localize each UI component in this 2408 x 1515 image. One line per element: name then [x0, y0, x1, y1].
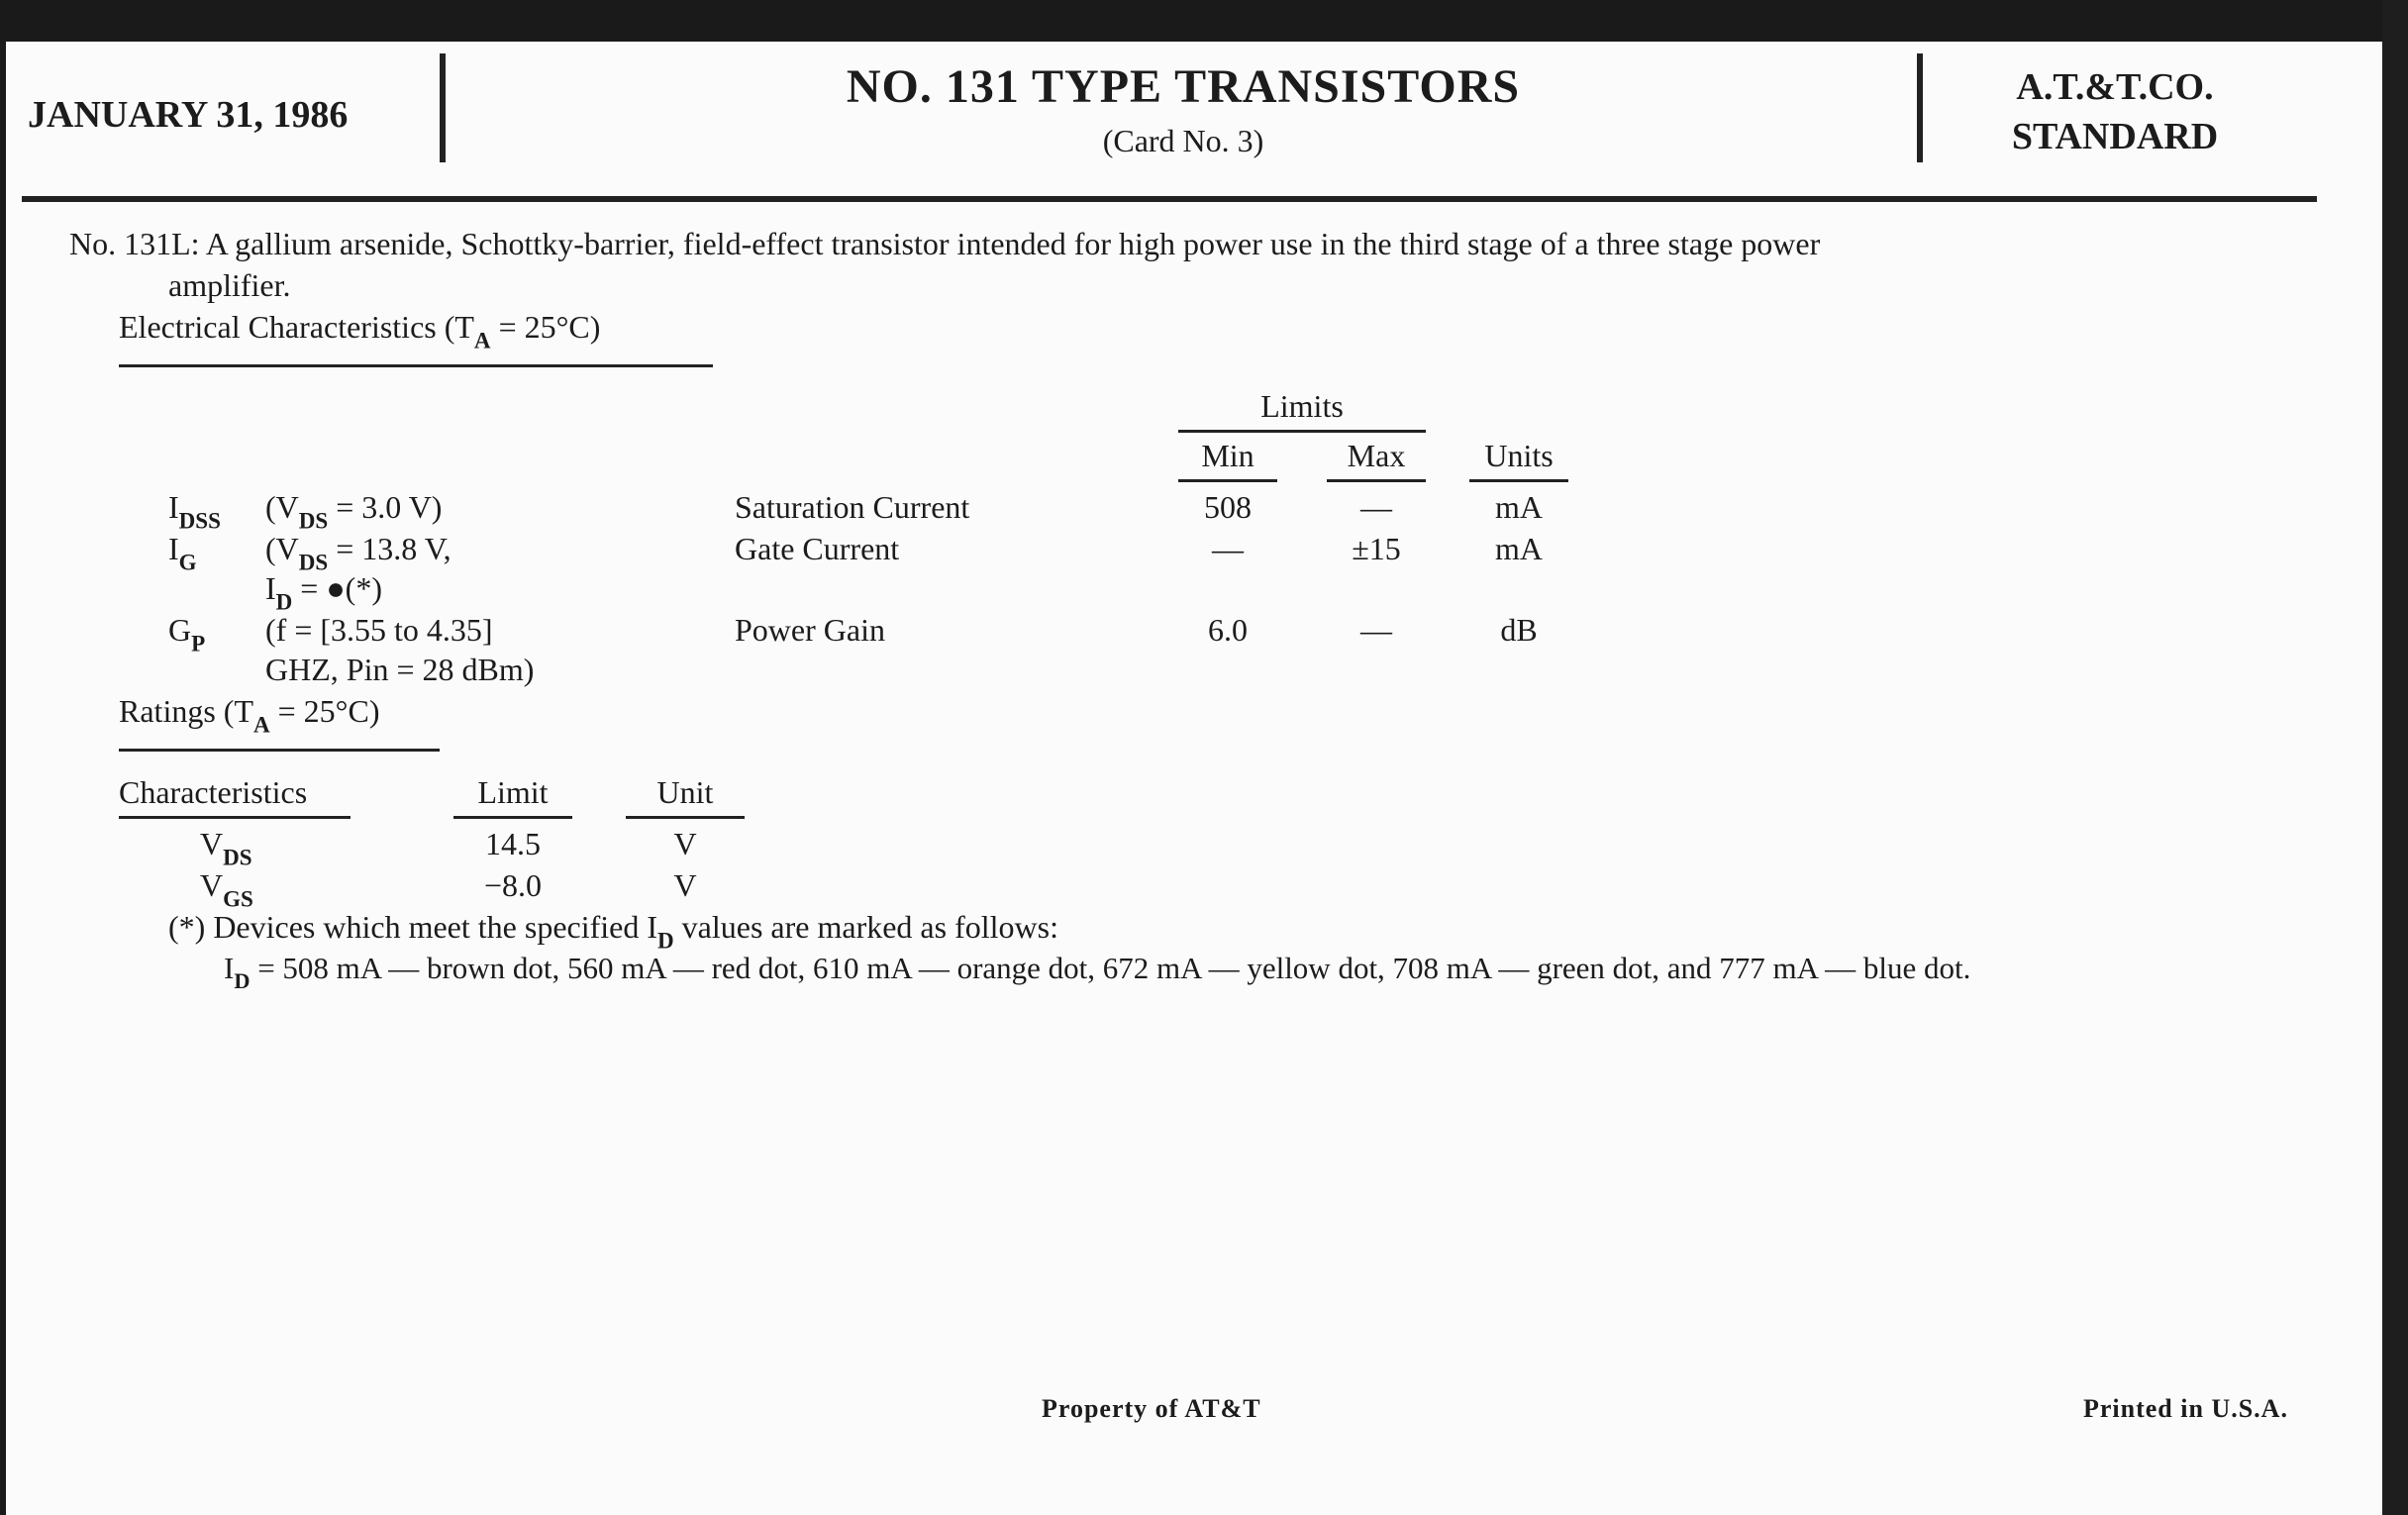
- row-ig-name: Gate Current: [735, 531, 900, 566]
- row-ig-condition-2: $I_D$ = ●(*): [265, 570, 382, 615]
- electrical-heading-rule: [119, 364, 713, 367]
- ratings-col-characteristics-rule: [119, 816, 351, 819]
- row-idss-unit: mA: [1495, 489, 1543, 525]
- header-rule: [22, 196, 2317, 202]
- row-idss-symbol: $I_{DSS}$: [168, 489, 221, 534]
- limits-rule: [1178, 430, 1426, 433]
- note-line-1: (*) Devices which meet the specified $I_D$ values are marked as follows:: [168, 909, 1058, 954]
- page-title: NO. 131 TYPE TRANSISTORS: [846, 60, 1521, 113]
- ratings-heading-rule: [119, 749, 440, 752]
- header-date: JANUARY 31, 1986: [28, 94, 349, 136]
- row-gp-condition-2: GHZ, Pin = 28 dBm): [265, 652, 535, 687]
- row-gp-max: —: [1360, 612, 1392, 648]
- row-idss-max: —: [1360, 489, 1392, 525]
- row-gp-min: 6.0: [1208, 612, 1248, 648]
- rating-vgs-unit: V: [673, 867, 697, 903]
- rating-vds-unit: V: [673, 826, 697, 861]
- ratings-col-unit-rule: [626, 816, 745, 819]
- note-line-2: $I_D = 508$ mA — brown dot, 560 mA — red dot, 610 mA — orange dot, 672 mA — yellow dot, 708 mA — green dot, and 777 mA — blue dot.: [224, 951, 1971, 994]
- row-gp-name: Power Gain: [735, 612, 885, 648]
- row-idss-name: Saturation Current: [735, 489, 970, 525]
- ratings-col-limit-rule: [453, 816, 572, 819]
- units-rule: [1469, 479, 1568, 482]
- description-line-1: No. 131L: A gallium arsenide, Schottky-barrier, field-effect transistor intended for high power use in the third stage of a three stage power: [69, 226, 1821, 261]
- rating-vgs-symbol: $V_{GS}$: [200, 867, 253, 912]
- ratings-heading: Ratings $(T_A = 25^\circ C)$: [119, 693, 380, 738]
- min-header: Min: [1201, 438, 1254, 473]
- rating-vds-symbol: $V_{DS}$: [200, 826, 252, 870]
- org-line-2: STANDARD: [2011, 116, 2219, 157]
- row-ig-max: ±15: [1352, 531, 1401, 566]
- units-header: Units: [1484, 438, 1554, 473]
- footer-printed: Printed in U.S.A.: [2083, 1394, 2288, 1423]
- footer-property: Property of AT&T: [1042, 1394, 1261, 1423]
- row-idss-min: 508: [1204, 489, 1252, 525]
- row-idss-condition: ($V_{DS} = 3.0$ V): [265, 489, 443, 534]
- ratings-col-characteristics: Characteristics: [119, 774, 308, 810]
- ratings-col-limit: Limit: [477, 774, 549, 810]
- electrical-heading: Electrical Characteristics $(T_A = 25^\circ C)$: [119, 309, 601, 354]
- max-header: Max: [1347, 438, 1406, 473]
- min-rule: [1178, 479, 1277, 482]
- card-number: (Card No. 3): [1102, 123, 1264, 158]
- scan-edge: [2382, 0, 2408, 1515]
- row-ig-min: —: [1212, 531, 1244, 566]
- ratings-col-unit: Unit: [656, 774, 714, 810]
- description-line-2: amplifier.: [168, 267, 291, 303]
- row-ig-unit: mA: [1495, 531, 1543, 566]
- org-line-1: A.T.&T.CO.: [2016, 66, 2214, 108]
- limits-header: Limits: [1260, 388, 1344, 424]
- row-gp-unit: dB: [1500, 612, 1538, 648]
- row-gp-condition: (f = [3.55 to 4.35]: [265, 612, 493, 648]
- rating-vds-limit: 14.5: [485, 826, 541, 861]
- rating-vgs-limit: −8.0: [483, 867, 543, 903]
- datasheet-card: [6, 42, 2382, 1515]
- row-ig-condition: ($V_{DS} = 13.8$ V,: [265, 531, 452, 575]
- max-rule: [1327, 479, 1426, 482]
- row-ig-symbol: $I_G$: [168, 531, 197, 575]
- row-gp-symbol: $G_P$: [168, 612, 206, 656]
